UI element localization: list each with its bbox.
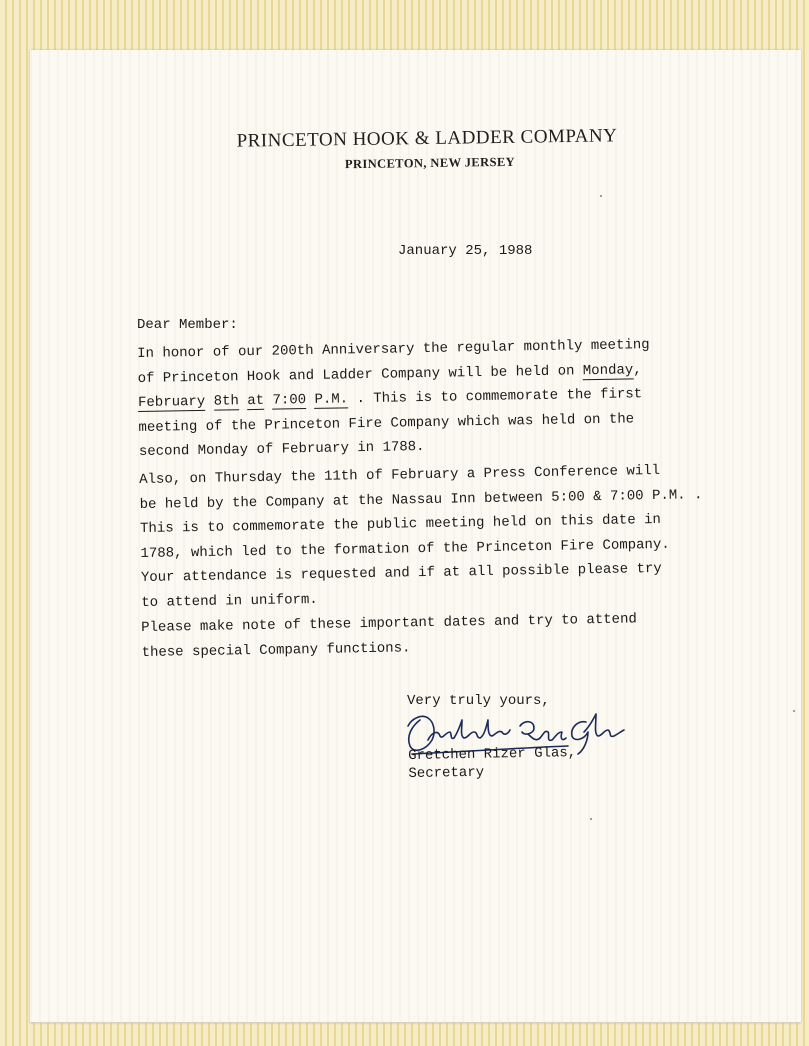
- paragraph-reminder: [141, 607, 637, 665]
- paragraph-line: to attend in uniform.: [141, 591, 318, 611]
- paragraph-press-conference: [139, 458, 704, 615]
- signer-title: Secretary: [408, 764, 485, 782]
- complimentary-close: Very truly yours,: [407, 693, 550, 709]
- letter-date: January 25, 1988: [398, 243, 533, 259]
- underlined-date: 8th: [213, 393, 240, 410]
- paragraph-line: February 8th at 7:00 P.M. . This is to commemorate the first: [137, 386, 643, 411]
- letterhead-location: PRINCETON, NEW JERSEY: [344, 154, 516, 172]
- paragraph-line: In honor of our 200th Anniversary the regular monthly meeting: [137, 337, 650, 362]
- underlined-day: Monday: [582, 361, 634, 379]
- paragraph-line: Your attendance is requested and if at all possible please try: [140, 560, 662, 586]
- underlined-month: February: [137, 393, 206, 411]
- paragraph-line: be held by the Company at the Nassau Inn between 5:00 & 7:00 P.M. .: [139, 486, 703, 513]
- paper-speck: [793, 710, 795, 712]
- paragraph-line: This is to commemorate the public meeting held on this date in: [139, 511, 662, 537]
- letter-paper: [30, 50, 801, 1023]
- paragraph-line: these special Company functions.: [141, 639, 411, 661]
- underlined-pm: P.M.: [314, 391, 349, 408]
- underlined-at: at: [247, 392, 265, 410]
- paragraph-line: of Princeton Hook and Ladder Company will be held on Monday,: [137, 361, 642, 387]
- paper-speck: [600, 195, 602, 197]
- letterhead-company-name: PRINCETON HOOK & LADDER COMPANY: [236, 125, 618, 152]
- signer-block: [408, 744, 577, 783]
- underlined-time: 7:00: [272, 392, 307, 409]
- paper-speck: [590, 818, 592, 820]
- paragraph-line: meeting of the Princeton Fire Company which was held on the: [138, 410, 635, 436]
- paragraph-line: 1788, which led to the formation of the Princeton Fire Company.: [140, 536, 670, 562]
- paragraph-line: Please make note of these important dates and try to attend: [141, 611, 637, 636]
- salutation: Dear Member:: [137, 317, 238, 333]
- paragraph-meeting-announcement: [137, 333, 652, 464]
- signer-name: Gretchen Rizer Glas,: [408, 745, 577, 764]
- paragraph-line: second Monday of February in 1788.: [138, 438, 425, 460]
- paragraph-line: Also, on Thursday the 11th of February a Press Conference will: [139, 462, 661, 488]
